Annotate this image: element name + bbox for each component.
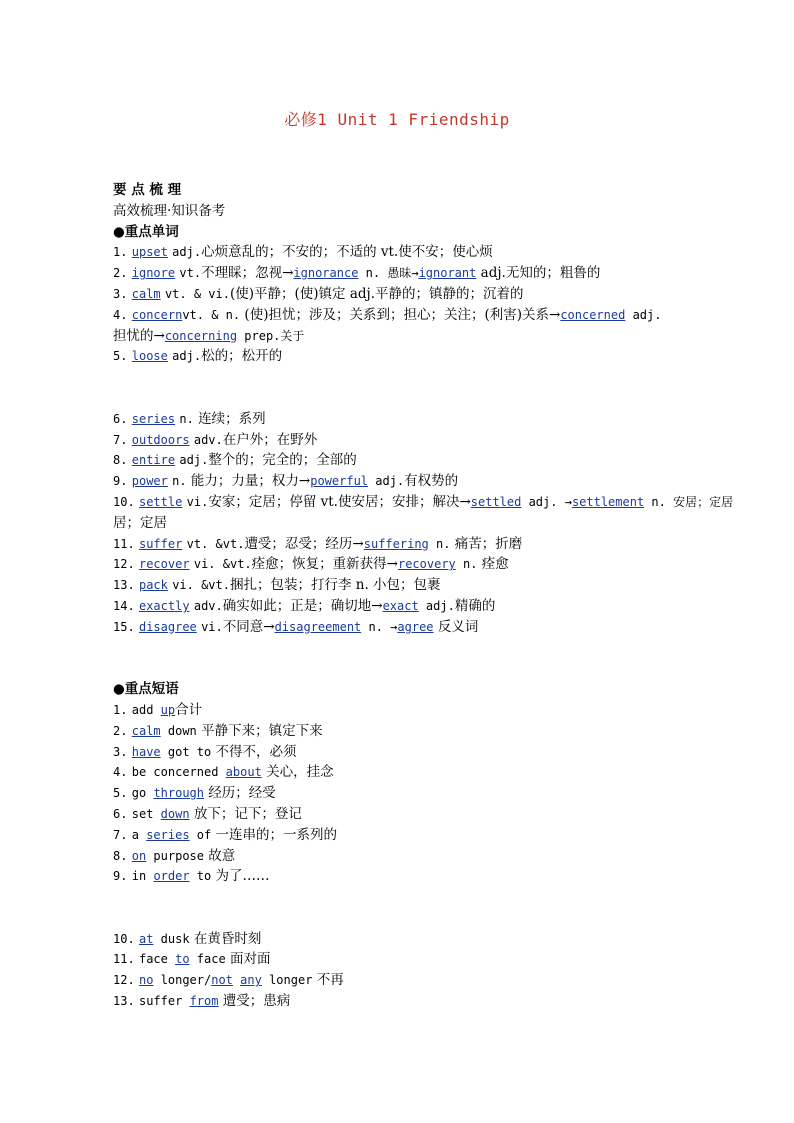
phrase-item: 8. on purpose 故意	[113, 847, 236, 864]
keyword: up	[160, 702, 176, 717]
keyword: power	[131, 474, 168, 489]
keyword: disagreement	[274, 619, 362, 634]
word-item: 13. pack vi. &vt.捆扎；包装；打行李 n. 小包；包裹	[113, 577, 441, 594]
word-item: 10. settle vi.安家；定居；停留 vt.使安居；安排；解决→settled adj. →settlement n. 安居；定居	[113, 493, 734, 510]
word-item: 6. series n. 连续；系列	[113, 410, 266, 427]
phrases-heading: ●重点短语	[113, 681, 179, 698]
keyword: through	[153, 786, 205, 801]
keyword: concerning	[164, 328, 238, 343]
keyword: entire	[131, 453, 176, 468]
keyword: exactly	[138, 598, 190, 613]
keyword: powerful	[310, 474, 369, 489]
keyword: any	[240, 973, 262, 988]
word-item: 7. outdoors adv.在户外；在野外	[113, 431, 318, 448]
phrase-item: 1. add up合计	[113, 701, 203, 718]
word-item: 2. ignore vt.不理睬；忽视→ignorance n. 愚昧→ignorant adj.无知的；粗鲁的	[113, 265, 601, 282]
phrase-item: 9. in order to 为了……	[113, 868, 270, 885]
page-title: 必修1 Unit 1 Friendship	[284, 110, 510, 129]
keyword: loose	[131, 349, 168, 364]
phrase-item: 3. have got to 不得不，必须	[113, 743, 297, 760]
phrase-item: 6. set down 放下；记下；登记	[113, 805, 302, 822]
keyword: concerned	[560, 307, 626, 322]
section-heading: 要 点 梳 理	[113, 182, 182, 198]
word-item-continued: 担忧的→concerning prep.关于	[113, 327, 305, 344]
keyword: ignorance	[293, 266, 359, 281]
keyword: at	[138, 931, 154, 946]
word-item: 12. recover vi. &vt.痊愈；恢复；重新获得→recovery n. 痊愈	[113, 556, 509, 573]
document-body	[113, 180, 734, 1012]
keyword: exact	[382, 598, 419, 613]
keyword: concern	[131, 307, 183, 322]
keyword: to	[175, 952, 190, 967]
keyword: agree	[397, 619, 434, 634]
keyword: about	[225, 765, 262, 780]
word-item: 3. calm vt. & vi.(使)平静；(使)镇定 adj.平静的；镇静的；沉着的	[113, 285, 524, 302]
phrase-item: 7. a series of 一连串的；一系列的	[113, 826, 338, 843]
keyword: ignorant	[418, 266, 477, 281]
phrase-item: 4. be concerned about 关心，挂念	[113, 764, 334, 781]
keyword: series	[146, 827, 190, 842]
keyword: settled	[470, 494, 522, 509]
keyword: disagree	[138, 619, 197, 634]
keyword: down	[160, 806, 190, 821]
phrase-item: 13. suffer from 遭受；患病	[113, 993, 291, 1010]
word-item: 15. disagree vi.不同意→disagreement n. →agree 反义词	[113, 618, 479, 635]
keyword: ignore	[131, 266, 176, 281]
section-subheading: 高效梳理·知识备考	[113, 202, 226, 219]
word-item: 8. entire adj.整个的；完全的；全部的	[113, 452, 357, 469]
word-item: 5. loose adj.松的；松开的	[113, 348, 283, 365]
word-item: 14. exactly adv.确实如此；正是；确切地→exact adj.精确的	[113, 597, 496, 614]
keyword: pack	[138, 578, 168, 593]
phrase-item: 12. no longer/not any longer 不再	[113, 972, 344, 989]
phrase-item: 5. go through 经历；经受	[113, 785, 276, 802]
phrase-item: 11. face to face 面对面	[113, 951, 271, 968]
keyword: suffer	[138, 536, 183, 551]
keyword: have	[131, 744, 161, 759]
keyword: on	[131, 848, 147, 863]
keyword: calm	[131, 286, 161, 301]
word-item: 1. upset adj.心烦意乱的；不安的；不适的 vt.使不安；使心烦	[113, 244, 493, 261]
keyword: recovery	[397, 557, 456, 572]
keyword: order	[153, 869, 190, 884]
keyword: from	[189, 994, 219, 1009]
phrase-item: 10. at dusk 在黄昏时刻	[113, 930, 262, 947]
word-item: 9. power n. 能力；力量；权力→powerful adj.有权势的	[113, 473, 459, 490]
word-item: 11. suffer vt. &vt.遭受；忍受；经历→suffering n. 痛苦；折磨	[113, 535, 523, 552]
keyword: series	[131, 411, 176, 426]
word-item: 4. concernvt. & n. (使)担忧；涉及；关系到；担心；关注；(利害)关系→concerned adj.	[113, 306, 662, 323]
keyword: recover	[138, 557, 190, 572]
keyword: settle	[138, 494, 183, 509]
keyword: suffering	[363, 536, 429, 551]
keyword: outdoors	[131, 432, 190, 447]
keyword: not	[211, 973, 233, 988]
keyword: calm	[131, 723, 161, 738]
keyword: settlement	[571, 494, 645, 509]
word-item-continued: 居；定居	[113, 514, 167, 531]
words-heading: ●重点单词	[113, 223, 179, 240]
keyword: upset	[131, 245, 168, 260]
keyword: no	[138, 973, 154, 988]
phrase-item: 2. calm down 平静下来；镇定下来	[113, 722, 323, 739]
